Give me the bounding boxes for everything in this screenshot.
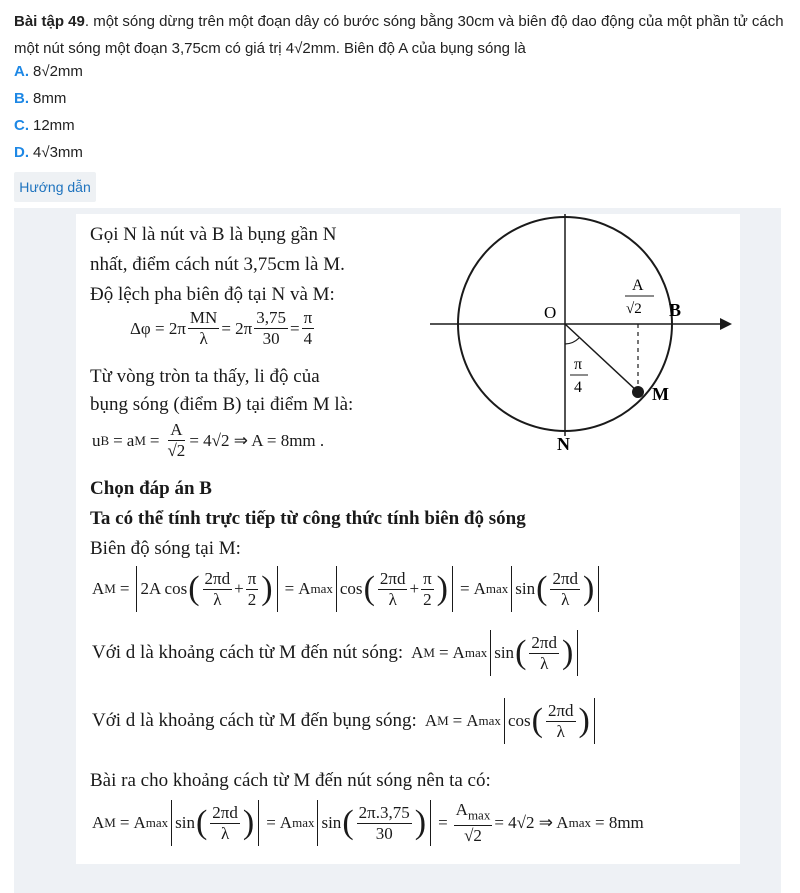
given-line: Bài ra cho khoảng cách từ M đến nút sóng nên ta có: bbox=[90, 770, 491, 791]
sol-line-5: bụng sóng (điểm B) tại điểm M là: bbox=[90, 394, 354, 415]
option-c[interactable]: C. 12mm bbox=[14, 117, 75, 134]
direct-line: Ta có thể tính trực tiếp từ công thức tính biên độ sóng bbox=[90, 508, 526, 529]
question-text bbox=[14, 8, 790, 62]
node-formula: Với d là khoảng cách từ M đến nút sóng: A M = A max sin ( $\frac{2\pi d}{\lambda}$ ) bbox=[92, 630, 581, 676]
point-m bbox=[632, 386, 644, 398]
amp-at-m: Biên độ sóng tại M: bbox=[90, 538, 241, 559]
label-a: A bbox=[632, 277, 644, 294]
label-sqrt2: √2 bbox=[626, 301, 642, 317]
angle-arc bbox=[565, 338, 579, 344]
label-b: B bbox=[669, 300, 682, 320]
sol-line-3: Độ lệch pha biên độ tại N và M: bbox=[90, 284, 335, 305]
arrow-icon bbox=[720, 318, 732, 330]
label-m: M bbox=[652, 384, 669, 404]
amplitude-formula: u B = a M = $\frac{A}{√2}$ = 4√2 ⇒ A = 8mm . bbox=[92, 420, 325, 460]
sol-line-1: Gọi N là nút và B là bụng gần N bbox=[90, 224, 337, 245]
label-four: 4 bbox=[574, 379, 582, 396]
option-d[interactable]: D. 4√3mm bbox=[14, 144, 83, 161]
label-n: N bbox=[557, 434, 570, 454]
final-formula: A M = A max sin ( $\frac{2\pi d}{\lambda}$ ) = A max sin ( $\frac{2\pi.3,75}{30}$ ) = $\frac{A_{max}}{√2}$ = 4√2 ⇒ A max = 8mm bbox=[92, 800, 644, 846]
hint-button[interactable]: Hướng dẫn bbox=[14, 172, 96, 202]
formula-am: A M = 2A cos ( $\frac{2\pi d}{\lambda}$ + $\frac{\pi}{2}$ ) = A max cos ( $\frac{2\pi d}{\lambda}$ + $\frac{\pi}{2}$ ) = A max sin ( $\frac{2\pi d}{\lambda}$ ) bbox=[92, 566, 602, 612]
antinode-formula: Với d là khoảng cách từ M đến bụng sóng: A M = A max cos ( $\frac{2\pi d}{\lambda}$ ) bbox=[92, 698, 598, 744]
label-o: O bbox=[544, 303, 557, 322]
option-b[interactable]: B. 8mm bbox=[14, 90, 67, 107]
sol-line-2: nhất, điểm cách nút 3,75cm là M. bbox=[90, 254, 345, 275]
phase-circle-diagram bbox=[420, 214, 740, 464]
question-title: Bài tập 49 bbox=[14, 13, 85, 30]
phase-formula: Δφ = 2π $\frac{MN}{\lambda}$ = 2π $\frac{3,75}{30}$ = $\frac{\pi}{4}$ bbox=[130, 308, 313, 348]
label-pi: π bbox=[574, 356, 583, 373]
question-body: . một sóng dừng trên một đoạn dây có bước sóng bằng 30cm và biên độ dao động của một phần tử cách một nút sóng một đoạn 3,75cm có giá trị 4√2mm. Biên độ A của bụng sóng là bbox=[14, 13, 784, 57]
sol-line-4: Từ vòng tròn ta thấy, li độ của bbox=[90, 366, 320, 387]
option-a[interactable]: A. 8√2mm bbox=[14, 63, 83, 80]
answer-line: Chọn đáp án B bbox=[90, 478, 212, 499]
